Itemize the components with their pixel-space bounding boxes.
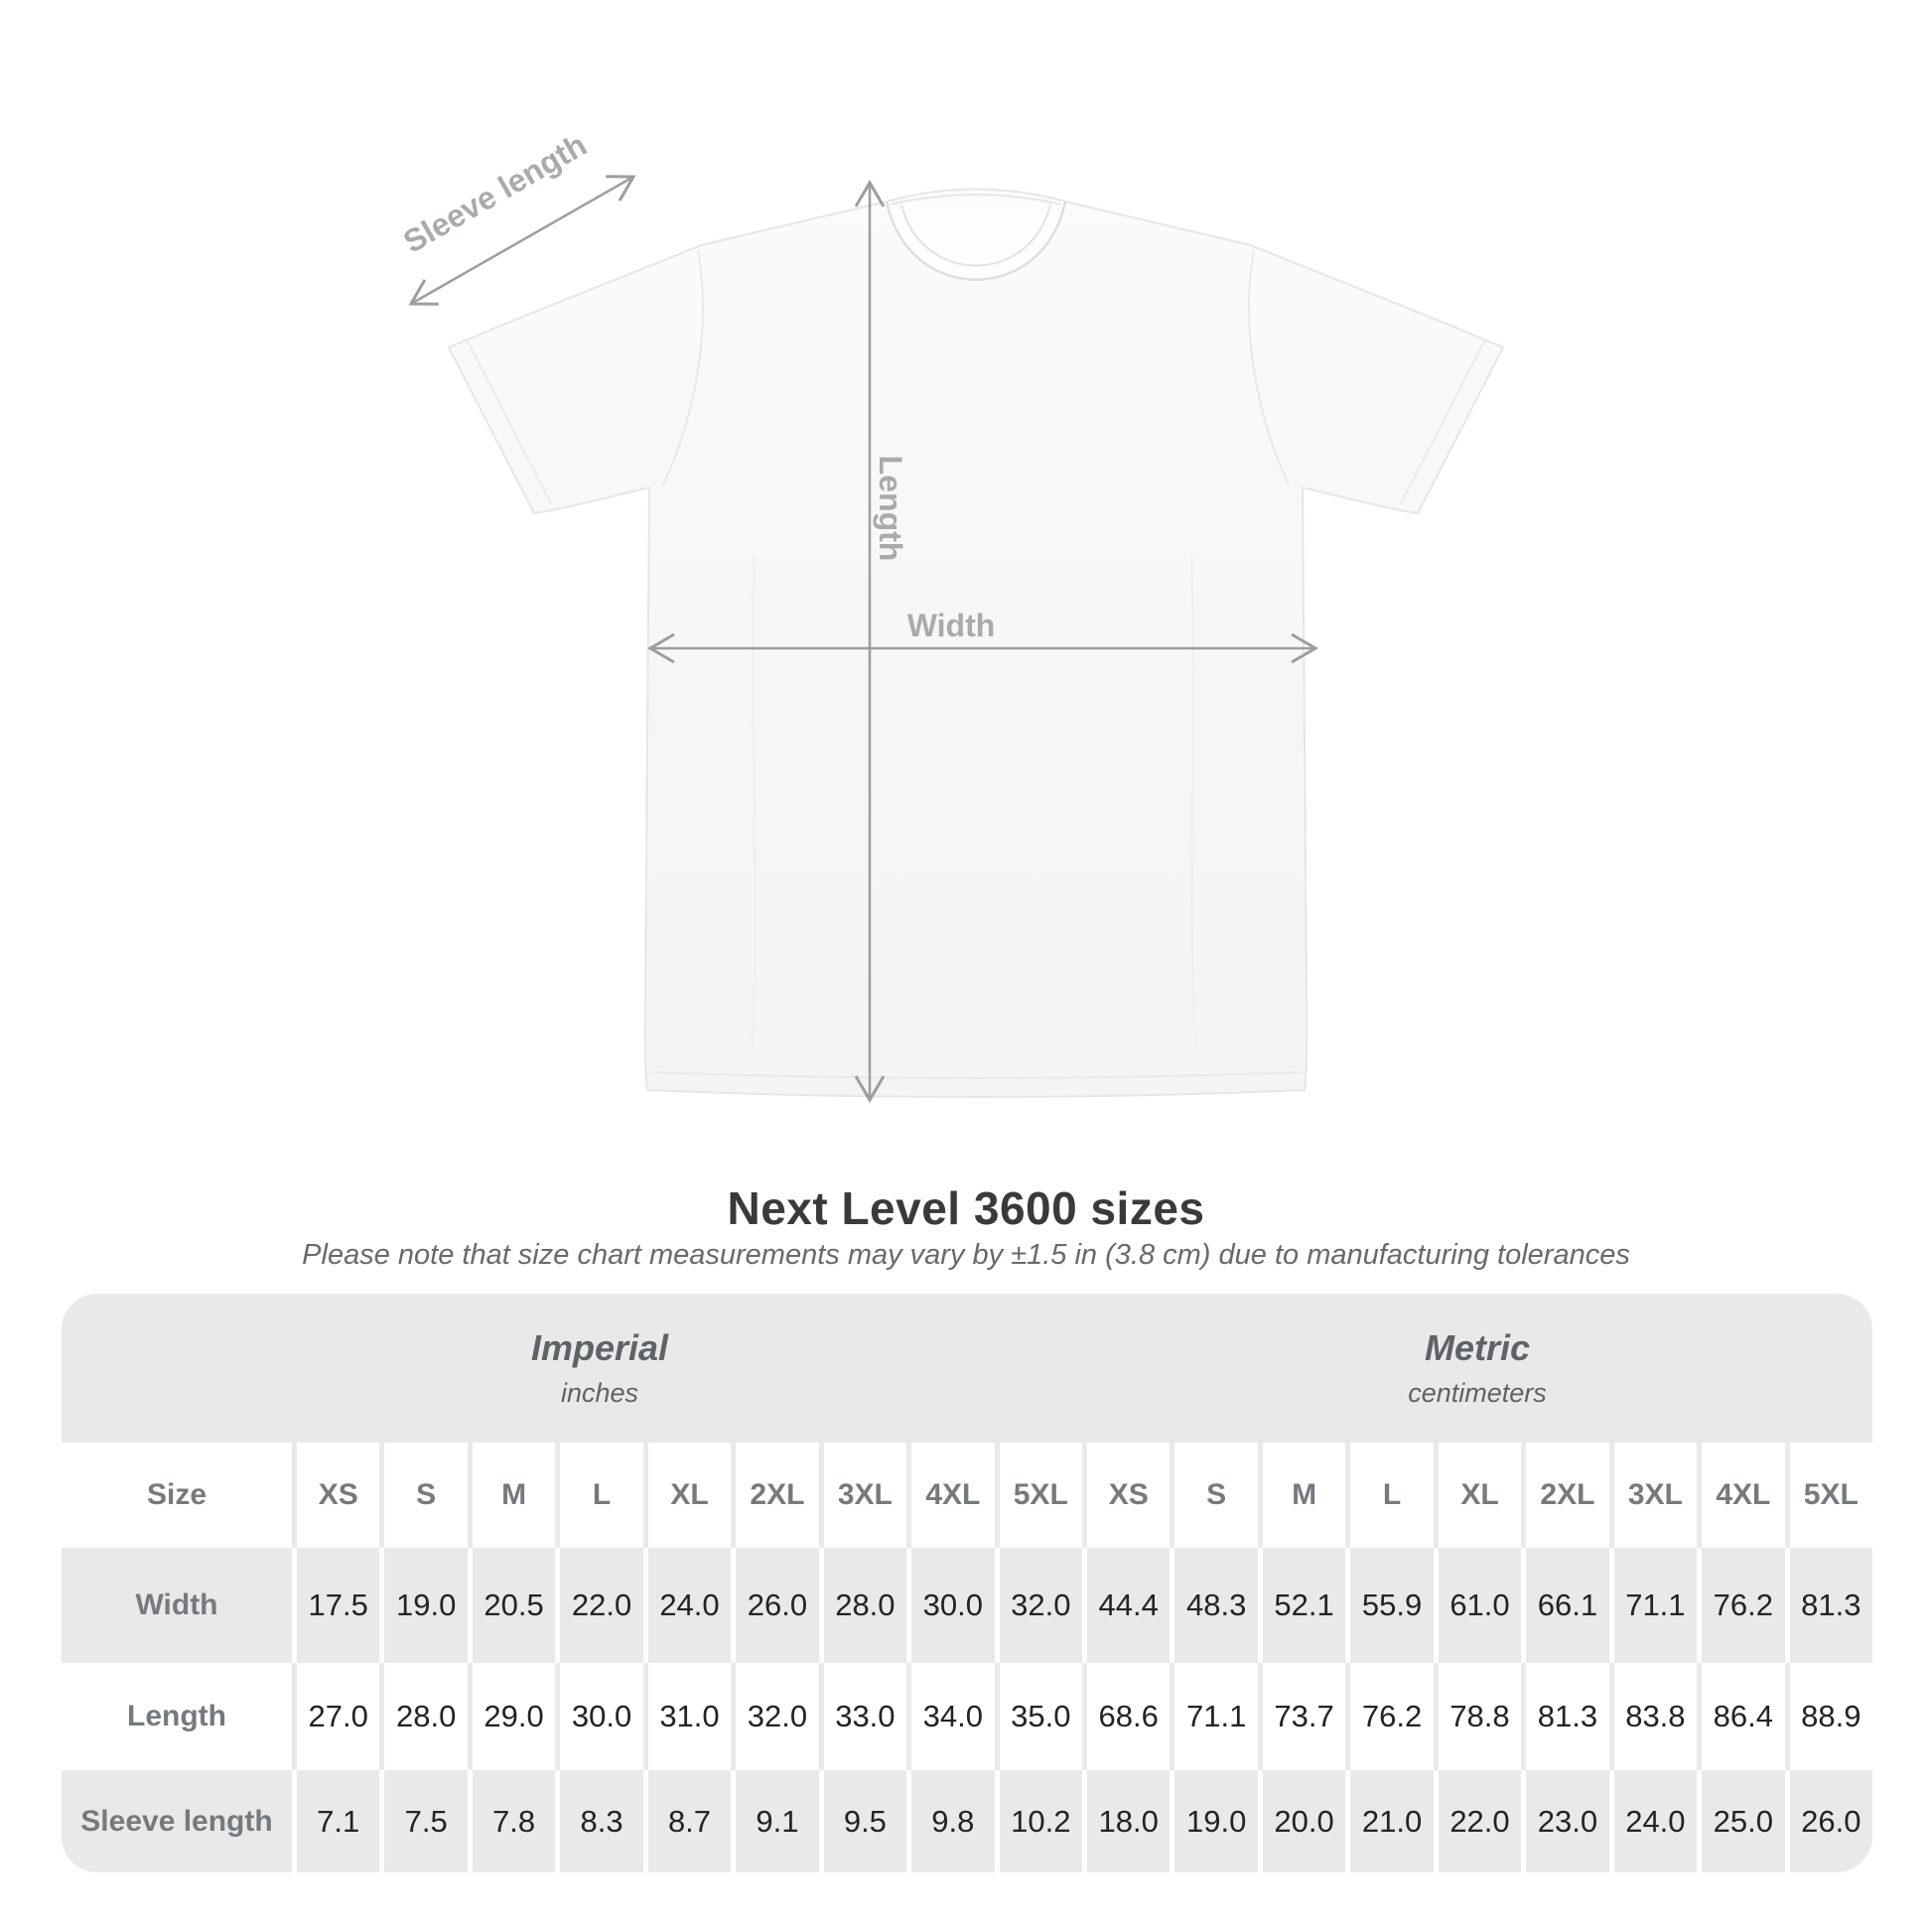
imperial-unit: inches (560, 1378, 639, 1408)
value-cell: 25.0 (1702, 1770, 1784, 1872)
value-cell: 20.5 (473, 1548, 555, 1663)
size-header-row (62, 1443, 1872, 1548)
value-cell: 7.5 (384, 1770, 467, 1872)
value-cell: 28.0 (384, 1663, 467, 1770)
value-cell: 27.0 (297, 1663, 379, 1770)
row-label: Sleeve length (62, 1770, 292, 1872)
column-header-imperial-xl: XL (648, 1443, 731, 1548)
value-cell: 34.0 (911, 1663, 994, 1770)
value-cell: 76.2 (1350, 1663, 1433, 1770)
column-header-metric-s: S (1174, 1443, 1257, 1548)
value-cell: 86.4 (1702, 1663, 1784, 1770)
value-cell: 8.7 (648, 1770, 731, 1872)
row-label: Width (62, 1548, 292, 1663)
imperial-header (62, 1294, 1082, 1443)
length-label: Length (873, 455, 908, 562)
column-header-metric-xl: XL (1439, 1443, 1521, 1548)
unit-header-band (62, 1294, 1872, 1443)
value-cell: 21.0 (1350, 1770, 1433, 1872)
value-cell: 55.9 (1350, 1548, 1433, 1663)
size-chart-table (62, 1294, 1872, 1872)
column-header-metric-3xl: 3XL (1614, 1443, 1697, 1548)
page-title: Next Level 3600 sizes (727, 1182, 1205, 1234)
value-cell: 71.1 (1614, 1548, 1697, 1663)
column-header-metric-5xl: 5XL (1790, 1443, 1872, 1548)
value-cell: 7.1 (297, 1770, 379, 1872)
value-cell: 44.4 (1087, 1548, 1170, 1663)
table-row-width (62, 1548, 1872, 1663)
value-cell: 81.3 (1790, 1548, 1872, 1663)
value-cell: 32.0 (1000, 1548, 1082, 1663)
width-label: Width (906, 608, 996, 643)
value-cell: 48.3 (1174, 1548, 1257, 1663)
value-cell: 22.0 (1439, 1770, 1521, 1872)
column-header-imperial-xs: XS (297, 1443, 379, 1548)
value-cell: 17.5 (297, 1548, 379, 1663)
value-cell: 78.8 (1439, 1663, 1521, 1770)
column-header-imperial-5xl: 5XL (1000, 1443, 1082, 1548)
value-cell: 9.1 (736, 1770, 818, 1872)
value-cell: 9.8 (911, 1770, 994, 1872)
column-header-metric-4xl: 4XL (1702, 1443, 1784, 1548)
value-cell: 19.0 (384, 1548, 467, 1663)
value-cell: 76.2 (1702, 1548, 1784, 1663)
column-header-metric-xs: XS (1087, 1443, 1170, 1548)
column-header-imperial-2xl: 2XL (736, 1443, 818, 1548)
value-cell: 88.9 (1790, 1663, 1872, 1770)
value-cell: 29.0 (473, 1663, 555, 1770)
value-cell: 33.0 (824, 1663, 906, 1770)
column-header-imperial-3xl: 3XL (824, 1443, 906, 1548)
column-header-metric-2xl: 2XL (1526, 1443, 1608, 1548)
value-cell: 83.8 (1614, 1663, 1697, 1770)
table-row-length (62, 1663, 1872, 1770)
column-header-imperial-4xl: 4XL (911, 1443, 994, 1548)
column-header-imperial-s: S (384, 1443, 467, 1548)
value-cell: 23.0 (1526, 1770, 1608, 1872)
value-cell: 66.1 (1526, 1548, 1608, 1663)
value-cell: 18.0 (1087, 1770, 1170, 1872)
value-cell: 30.0 (911, 1548, 994, 1663)
metric-unit: centimeters (1408, 1378, 1547, 1408)
metric-header (1082, 1294, 1872, 1443)
value-cell: 26.0 (736, 1548, 818, 1663)
value-cell: 9.5 (824, 1770, 906, 1872)
value-cell: 24.0 (648, 1548, 731, 1663)
value-cell: 10.2 (1000, 1770, 1082, 1872)
value-cell: 35.0 (1000, 1663, 1082, 1770)
value-cell: 30.0 (560, 1663, 642, 1770)
value-cell: 22.0 (560, 1548, 642, 1663)
value-cell: 8.3 (560, 1770, 642, 1872)
value-cell: 52.1 (1263, 1548, 1345, 1663)
table-row-sleeve-length (62, 1770, 1872, 1872)
value-cell: 7.8 (473, 1770, 555, 1872)
value-cell: 24.0 (1614, 1770, 1697, 1872)
column-header-metric-l: L (1350, 1443, 1433, 1548)
value-cell: 71.1 (1174, 1663, 1257, 1770)
value-cell: 28.0 (824, 1548, 906, 1663)
metric-title: Metric (1424, 1327, 1531, 1368)
column-header-metric-m: M (1263, 1443, 1345, 1548)
row-label: Length (62, 1663, 292, 1770)
column-header-imperial-l: L (560, 1443, 642, 1548)
value-cell: 32.0 (736, 1663, 818, 1770)
value-cell: 19.0 (1174, 1770, 1257, 1872)
value-cell: 68.6 (1087, 1663, 1170, 1770)
value-cell: 20.0 (1263, 1770, 1345, 1872)
sleeve-length-label: Sleeve length (397, 126, 593, 260)
column-header-imperial-m: M (473, 1443, 555, 1548)
value-cell: 26.0 (1790, 1770, 1872, 1872)
value-cell: 31.0 (648, 1663, 731, 1770)
imperial-title: Imperial (530, 1327, 669, 1368)
page-subtitle: Please note that size chart measurements may vary by ±1.5 in (3.8 cm) due to manufacturing tolerances (302, 1239, 1630, 1271)
size-column-label: Size (62, 1443, 292, 1548)
value-cell: 81.3 (1526, 1663, 1608, 1770)
value-cell: 61.0 (1439, 1548, 1521, 1663)
value-cell: 73.7 (1263, 1663, 1345, 1770)
